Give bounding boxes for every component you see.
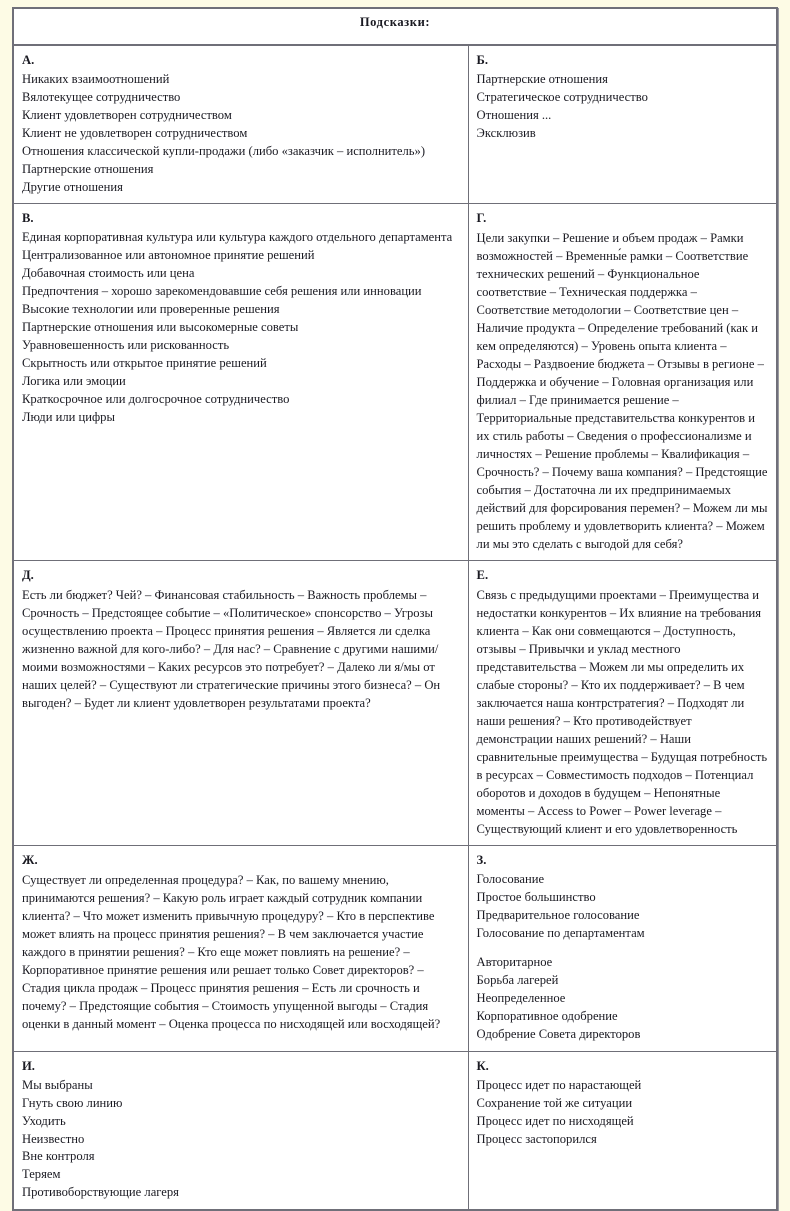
cell-section-e (468, 561, 776, 846)
list-item: Предпочтения – хорошо зарекомендовавшие себя решения или инновации (22, 284, 422, 299)
list-item: Отношения классической купли-продажи (либо «заказчик – исполнитель») (22, 143, 426, 158)
list-item: Теряем (22, 1167, 61, 1182)
list-item: Корпоративное одобрение (476, 1008, 618, 1023)
list-item: Единая корпоративная культура или культура каждого отдельного департамента (22, 230, 453, 245)
cell-section-k (468, 1051, 776, 1209)
cell-section-b (468, 46, 776, 204)
list-item: Процесс идет по нисходящей (476, 1113, 634, 1128)
cell-section-zh (14, 846, 469, 1052)
list-item: Уравновешенность или рискованность (22, 337, 230, 352)
list-item: Централизованное или автономное принятие решений (22, 248, 315, 263)
section-letter-zh: Ж. (22, 853, 38, 868)
section-letter-g: Г. (476, 211, 487, 226)
section-b-lines (477, 71, 768, 143)
list-item: Неопределенное (476, 991, 566, 1006)
list-item: Отношения ... (476, 107, 552, 122)
section-letter-k: К. (476, 1058, 489, 1073)
list-item: Гнуть свою линию (22, 1095, 123, 1110)
hints-sheet (12, 7, 778, 1211)
table-row-v-g (14, 204, 777, 561)
section-letter-b: Б. (476, 53, 489, 67)
section-z-lines (477, 871, 768, 1044)
section-zh-text: Существует ли определенная процедура? – Как, по вашему мнению, принимаются решения? – Какую роль играет каждый сотрудник компании клиента? – Что может изменить привычную процедуру? – Кто в перспективе может влиять на процесс принятия решения? – В чем заключается участие каждого в принятии решения? – Кто еще может повлиять на решение? – Корпоративное принятие решения или решает только Совет директоров? – Стадия цикла продаж – Процесс принятия решения – Есть ли срочность и почему? – Предстоящие события – Стоимость упущенной выгоды – Стадия оценки в данный момент – Оценка процесса по нисходящей или восходящей? (22, 873, 441, 1032)
cell-section-g (468, 204, 776, 561)
list-item: Простое большинство (476, 890, 596, 904)
table-row-d-e (14, 561, 777, 846)
list-item: Голосование (476, 872, 545, 887)
list-item: Вне контроля (22, 1149, 95, 1164)
cell-section-i (14, 1051, 469, 1209)
section-e-text: Связь с предыдущими проектами – Преимущества и недостатки конкурентов – Их влияние на требования клиента – Как они совмещаются – Доступность, отзывы – Привычки и уклад местного представительства – Можем ли мы определить их слабые стороны? – Кто их поддерживает? – В чем заключается наша контрстратегия? – Подходят ли наши решения? – Кто противодействует демонстрации наших решений? – Наши сравнительные преимущества – Будущая потребность в ресурсах – Совместимость подходов – Потенциал оборотов и доходов в будущем – Непонятные моменты – Access to Power – Power leverage – Существующий клиент и его удовлетворенность (476, 588, 768, 837)
list-item: Добавочная стоимость или цена (22, 266, 195, 281)
list-item: Процесс застопорился (476, 1131, 597, 1146)
list-item: Голосование по департаментам (476, 925, 645, 940)
list-item: Эксклюзив (476, 125, 536, 140)
list-item: Мы выбраны (22, 1077, 93, 1092)
cell-section-z (468, 846, 776, 1052)
list-item: Высокие технологии или проверенные решения (22, 302, 280, 317)
list-item: Логика или эмоции (22, 373, 126, 388)
list-item: Партнерские отношения (22, 161, 154, 176)
section-letter-v: В. (22, 211, 34, 226)
section-d-text: Есть ли бюджет? Чей? – Финансовая стабильность – Важность проблемы – Срочность – Предстоящее событие – «Политическое» спонсорство – Угрозы осуществлению проекта – Процесс принятия решения – Является ли сделка жизненно важной для кого-либо? – Для нас? – Сравнение с другими нашими/моими возможностями – Каких ресурсов это потребует? – Далеко ли я/мы от наших целей? – Существуют ли стратегические причины этого бизнеса? – Он выгоден? – Будет ли клиент удовлетворен результатами проекта? (22, 588, 441, 711)
list-item: Противоборствующие лагеря (22, 1185, 179, 1200)
list-item: Партнерские отношения или высокомерные советы (22, 320, 299, 334)
section-letter-a: А. (22, 53, 35, 67)
section-k-lines (477, 1077, 768, 1149)
hints-table-body (13, 45, 777, 1210)
section-v-lines (22, 229, 460, 426)
list-item: Клиент не удовлетворен сотрудничеством (22, 125, 248, 140)
section-i-lines (22, 1077, 460, 1203)
list-item: Уходить (22, 1113, 66, 1128)
list-item: Предварительное голосование (476, 907, 640, 922)
list-item: Авторитарное (476, 955, 553, 970)
list-item: Люди или цифры (22, 409, 115, 424)
list-item: Стратегическое сотрудничество (476, 89, 648, 104)
cell-section-a (14, 46, 469, 204)
list-item: Другие отношения (22, 179, 123, 194)
section-letter-i: И. (22, 1058, 35, 1073)
list-item (477, 943, 768, 954)
section-g-text: Цели закупки – Решение и объем продаж – Рамки возможностей – Временны́е рамки – Соответствие технических решений – Функциональное соответствие – Техническая поддержка – Соответствие методологии – Соответствие цен – Наличие продукта – Определение требований (как и кем определяются) – Уровень опыта клиента – Расходы – Раздвоение бюджета – Отзывы в регионе – Поддержка и обучение – Головная организация или филиал – Где принимается решение – Территориальные представительства конкурентов и их стиль работы – Сведения о профессионализме и личностях – Решение проблемы – Квалификация – Срочность? – Почему ваша компания? – Предстоящие события – Достаточна ли их предпринимаемых действий для форсирования перемен? – Можем ли мы решить проблему и удовлетворить клиента? – Можем ли мы это сделать с выгодой для себя? (476, 231, 768, 552)
list-item: Борьба лагерей (476, 973, 559, 988)
list-item: Никаких взаимоотношений (22, 71, 170, 86)
table-row-zh-z (14, 846, 777, 1052)
table-row-a-b (14, 46, 777, 204)
section-letter-z: З. (476, 853, 487, 868)
list-item: Неизвестно (22, 1131, 85, 1146)
page-title: Подсказки: (14, 9, 777, 45)
list-item: Вялотекущее сотрудничество (22, 89, 181, 104)
list-item: Партнерские отношения (476, 71, 608, 86)
hints-table (13, 8, 777, 45)
section-a-lines (22, 71, 460, 197)
section-letter-e: Е. (476, 568, 489, 583)
list-item: Сохранение той же ситуации (476, 1095, 633, 1110)
cell-section-d (14, 561, 469, 846)
list-item: Клиент удовлетворен сотрудничеством (22, 107, 232, 122)
table-row-i-k (14, 1051, 777, 1209)
table-row-title (14, 9, 777, 45)
list-item: Краткосрочное или долгосрочное сотрудничество (22, 391, 290, 406)
list-item: Процесс идет по нарастающей (476, 1077, 642, 1092)
section-letter-d: Д. (22, 568, 34, 583)
list-item: Одобрение Совета директоров (476, 1026, 641, 1041)
cell-section-v (14, 204, 469, 561)
list-item: Скрытность или открытое принятие решений (22, 355, 267, 370)
